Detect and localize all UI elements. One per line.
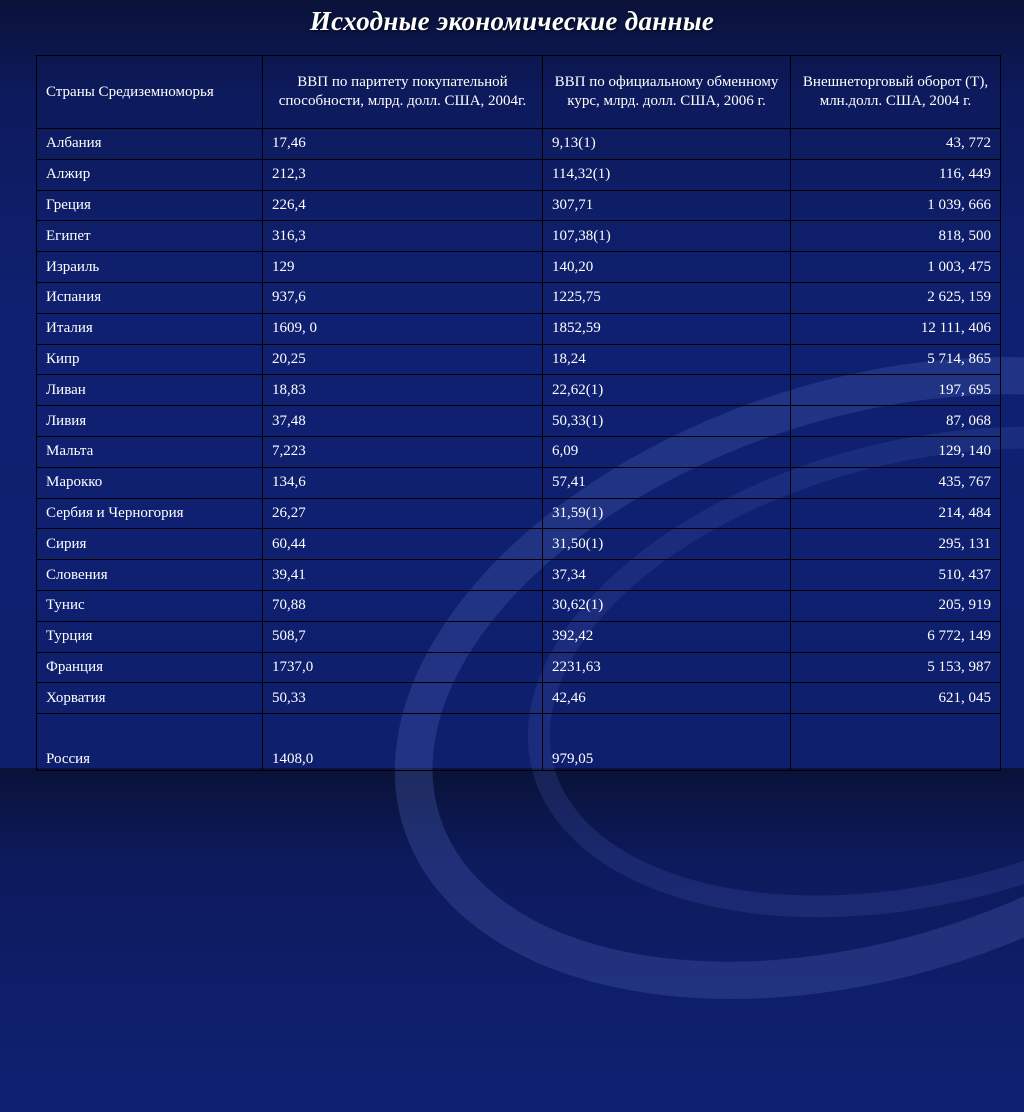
cell-trade-turnover: 12 111, 406 <box>791 313 1001 344</box>
cell-gdp-ppp: 212,3 <box>263 159 543 190</box>
table-row <box>37 313 1001 344</box>
cell-country: Испания <box>37 282 263 313</box>
cell-country: Россия <box>37 714 263 771</box>
cell-gdp-official: 57,41 <box>543 467 791 498</box>
cell-gdp-official: 2231,63 <box>543 652 791 683</box>
cell-gdp-official: 31,50(1) <box>543 529 791 560</box>
cell-trade-turnover: 129, 140 <box>791 436 1001 467</box>
table-row <box>37 652 1001 683</box>
cell-gdp-official: 307,71 <box>543 190 791 221</box>
cell-country: Словения <box>37 560 263 591</box>
cell-trade-turnover: 435, 767 <box>791 467 1001 498</box>
table-row <box>37 406 1001 437</box>
table-row <box>37 621 1001 652</box>
cell-trade-turnover: 1 039, 666 <box>791 190 1001 221</box>
cell-gdp-ppp: 60,44 <box>263 529 543 560</box>
table-row <box>37 282 1001 313</box>
economic-data-table <box>36 55 1001 771</box>
cell-country: Албания <box>37 129 263 160</box>
table-row <box>37 560 1001 591</box>
cell-trade-turnover: 5 714, 865 <box>791 344 1001 375</box>
cell-gdp-official: 9,13(1) <box>543 129 791 160</box>
header-trade-turnover: Внешнеторговый оборот (Т), млн.долл. США, 2004 г. <box>791 56 1001 129</box>
cell-trade-turnover <box>791 714 1001 771</box>
cell-gdp-ppp: 50,33 <box>263 683 543 714</box>
table-row <box>37 190 1001 221</box>
table-row <box>37 714 1001 771</box>
table-body <box>37 129 1001 771</box>
cell-gdp-ppp: 1408,0 <box>263 714 543 771</box>
cell-gdp-official: 42,46 <box>543 683 791 714</box>
cell-country: Марокко <box>37 467 263 498</box>
table-row <box>37 129 1001 160</box>
cell-gdp-official: 392,42 <box>543 621 791 652</box>
cell-gdp-ppp: 226,4 <box>263 190 543 221</box>
cell-gdp-official: 1225,75 <box>543 282 791 313</box>
header-gdp-official: ВВП по официальному обменному курс, млрд. долл. США, 2006 г. <box>543 56 791 129</box>
cell-gdp-ppp: 17,46 <box>263 129 543 160</box>
cell-country: Франция <box>37 652 263 683</box>
cell-gdp-ppp: 316,3 <box>263 221 543 252</box>
cell-gdp-official: 37,34 <box>543 560 791 591</box>
cell-gdp-official: 22,62(1) <box>543 375 791 406</box>
cell-gdp-ppp: 20,25 <box>263 344 543 375</box>
cell-gdp-ppp: 134,6 <box>263 467 543 498</box>
slide-title: Исходные экономические данные <box>309 6 715 36</box>
cell-country: Кипр <box>37 344 263 375</box>
cell-trade-turnover: 510, 437 <box>791 560 1001 591</box>
cell-trade-turnover: 6 772, 149 <box>791 621 1001 652</box>
cell-country: Ливия <box>37 406 263 437</box>
cell-trade-turnover: 1 003, 475 <box>791 252 1001 283</box>
cell-country: Хорватия <box>37 683 263 714</box>
cell-country: Египет <box>37 221 263 252</box>
cell-gdp-ppp: 129 <box>263 252 543 283</box>
cell-gdp-ppp: 39,41 <box>263 560 543 591</box>
table-row <box>37 159 1001 190</box>
cell-trade-turnover: 295, 131 <box>791 529 1001 560</box>
cell-gdp-official: 6,09 <box>543 436 791 467</box>
cell-gdp-official: 18,24 <box>543 344 791 375</box>
table-row <box>37 221 1001 252</box>
cell-country: Израиль <box>37 252 263 283</box>
cell-trade-turnover: 214, 484 <box>791 498 1001 529</box>
table-row <box>37 498 1001 529</box>
cell-gdp-ppp: 18,83 <box>263 375 543 406</box>
cell-gdp-official: 107,38(1) <box>543 221 791 252</box>
cell-country: Сирия <box>37 529 263 560</box>
header-gdp-ppp: ВВП по паритету покупательной способности, млрд. долл. США, 2004г. <box>263 56 543 129</box>
cell-country: Алжир <box>37 159 263 190</box>
cell-gdp-ppp: 7,223 <box>263 436 543 467</box>
cell-gdp-ppp: 1609, 0 <box>263 313 543 344</box>
table-header-row <box>37 56 1001 129</box>
cell-trade-turnover: 205, 919 <box>791 590 1001 621</box>
cell-country: Ливан <box>37 375 263 406</box>
table-row <box>37 436 1001 467</box>
cell-trade-turnover: 43, 772 <box>791 129 1001 160</box>
cell-gdp-official: 50,33(1) <box>543 406 791 437</box>
table-row <box>37 375 1001 406</box>
table-row <box>37 529 1001 560</box>
table-row <box>37 467 1001 498</box>
cell-country: Тунис <box>37 590 263 621</box>
cell-trade-turnover: 5 153, 987 <box>791 652 1001 683</box>
table-row <box>37 683 1001 714</box>
cell-gdp-official: 114,32(1) <box>543 159 791 190</box>
cell-trade-turnover: 621, 045 <box>791 683 1001 714</box>
cell-gdp-ppp: 508,7 <box>263 621 543 652</box>
cell-country: Италия <box>37 313 263 344</box>
table-row <box>37 252 1001 283</box>
cell-country: Сербия и Черногория <box>37 498 263 529</box>
cell-gdp-official: 140,20 <box>543 252 791 283</box>
cell-gdp-ppp: 37,48 <box>263 406 543 437</box>
table-row <box>37 590 1001 621</box>
cell-gdp-ppp: 1737,0 <box>263 652 543 683</box>
cell-country: Мальта <box>37 436 263 467</box>
cell-gdp-ppp: 70,88 <box>263 590 543 621</box>
cell-gdp-official: 1852,59 <box>543 313 791 344</box>
cell-gdp-ppp: 937,6 <box>263 282 543 313</box>
cell-trade-turnover: 116, 449 <box>791 159 1001 190</box>
header-countries: Страны Средиземноморья <box>37 56 263 129</box>
cell-trade-turnover: 818, 500 <box>791 221 1001 252</box>
cell-trade-turnover: 2 625, 159 <box>791 282 1001 313</box>
cell-country: Турция <box>37 621 263 652</box>
table-row <box>37 344 1001 375</box>
cell-gdp-official: 979,05 <box>543 714 791 771</box>
cell-gdp-official: 30,62(1) <box>543 590 791 621</box>
cell-trade-turnover: 87, 068 <box>791 406 1001 437</box>
cell-gdp-official: 31,59(1) <box>543 498 791 529</box>
cell-gdp-ppp: 26,27 <box>263 498 543 529</box>
cell-country: Греция <box>37 190 263 221</box>
cell-trade-turnover: 197, 695 <box>791 375 1001 406</box>
